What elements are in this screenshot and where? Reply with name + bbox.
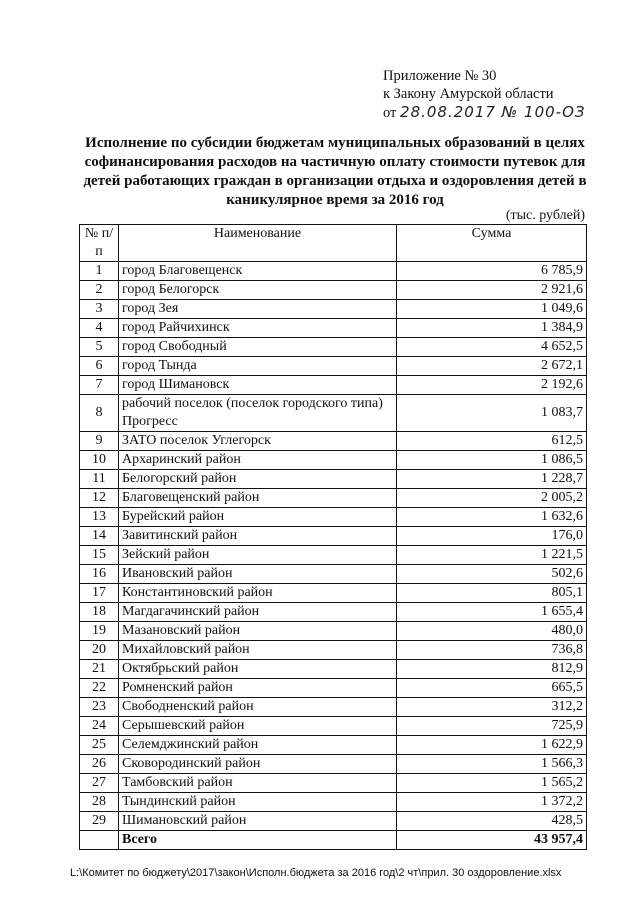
row-number: 4 — [80, 319, 119, 338]
table-body — [80, 262, 587, 831]
row-number: 10 — [80, 451, 119, 470]
table-row — [80, 395, 587, 432]
file-path-footer: L:\Комитет по бюджету\2017\закон\Исполн.бюджета за 2016 год\2 чт\прил. 30 оздоровление.xlsx — [70, 867, 562, 879]
row-sum: 1 655,4 — [397, 603, 587, 622]
row-sum: 4 652,5 — [397, 338, 587, 357]
row-name: Сковородинский район — [119, 755, 397, 774]
row-name: город Райчихинск — [119, 319, 397, 338]
document-title: Исполнение по субсидии бюджетам муниципальных образований в целях софинансирования расходов на частичную оплату стоимости путевок для детей работающих граждан в организации отдыха и оздоровления детей в каникулярное время за 2016 год — [83, 135, 587, 208]
appendix-header — [383, 67, 586, 122]
row-number: 12 — [80, 489, 119, 508]
row-number: 11 — [80, 470, 119, 489]
total-row — [80, 831, 587, 850]
row-name: Октябрьский район — [119, 660, 397, 679]
row-sum: 1 221,5 — [397, 546, 587, 565]
table-row — [80, 300, 587, 319]
row-number: 17 — [80, 584, 119, 603]
row-name: Зейский район — [119, 546, 397, 565]
row-sum: 1 228,7 — [397, 470, 587, 489]
law-reference: к Закону Амурской области — [383, 86, 554, 102]
row-sum: 2 672,1 — [397, 357, 587, 376]
row-number: 2 — [80, 281, 119, 300]
row-sum: 502,6 — [397, 565, 587, 584]
row-sum: 176,0 — [397, 527, 587, 546]
row-name: Константиновский район — [119, 584, 397, 603]
row-name: Свободненский район — [119, 698, 397, 717]
row-number: 8 — [80, 395, 119, 432]
row-sum: 812,9 — [397, 660, 587, 679]
row-number: 9 — [80, 432, 119, 451]
row-name: Ромненский район — [119, 679, 397, 698]
row-number: 26 — [80, 755, 119, 774]
table-row — [80, 489, 587, 508]
table-row — [80, 698, 587, 717]
row-number: 25 — [80, 736, 119, 755]
table-row — [80, 736, 587, 755]
units-label: (тыс. рублей) — [505, 208, 585, 223]
row-name: Тамбовский район — [119, 774, 397, 793]
row-name: рабочий поселок (поселок городского типа) Прогресс — [119, 395, 397, 432]
row-number: 18 — [80, 603, 119, 622]
row-sum: 1 083,7 — [397, 395, 587, 432]
row-number: 15 — [80, 546, 119, 565]
row-number: 7 — [80, 376, 119, 395]
table-row — [80, 812, 587, 831]
row-number: 28 — [80, 793, 119, 812]
table-row — [80, 755, 587, 774]
row-number: 6 — [80, 357, 119, 376]
row-name: Магдагачинский район — [119, 603, 397, 622]
table-row — [80, 774, 587, 793]
table-row — [80, 603, 587, 622]
row-name: Серышевский район — [119, 717, 397, 736]
column-header-name: Наименование — [119, 225, 397, 262]
row-sum: 1 622,9 — [397, 736, 587, 755]
appendix-label: Приложение № 30 — [383, 68, 497, 84]
row-name: Завитинский район — [119, 527, 397, 546]
subsidy-table — [79, 224, 587, 850]
row-name: Тындинский район — [119, 793, 397, 812]
table-row — [80, 679, 587, 698]
row-name: Ивановский район — [119, 565, 397, 584]
law-date-line — [383, 103, 586, 122]
row-name: город Белогорск — [119, 281, 397, 300]
total-sum: 43 957,4 — [397, 831, 587, 850]
row-sum: 1 565,2 — [397, 774, 587, 793]
row-number: 20 — [80, 641, 119, 660]
table-row — [80, 717, 587, 736]
row-name: город Шимановск — [119, 376, 397, 395]
row-name: город Тында — [119, 357, 397, 376]
table-row — [80, 508, 587, 527]
row-name: город Благовещенск — [119, 262, 397, 281]
row-sum: 805,1 — [397, 584, 587, 603]
row-name: Селемджинский район — [119, 736, 397, 755]
row-sum: 665,5 — [397, 679, 587, 698]
row-name: Благовещенский район — [119, 489, 397, 508]
table-row — [80, 641, 587, 660]
row-sum: 428,5 — [397, 812, 587, 831]
row-sum: 725,9 — [397, 717, 587, 736]
row-sum: 1 372,2 — [397, 793, 587, 812]
row-sum: 480,0 — [397, 622, 587, 641]
row-name: город Свободный — [119, 338, 397, 357]
date-prefix: от — [383, 105, 397, 121]
table-row — [80, 793, 587, 812]
row-number: 22 — [80, 679, 119, 698]
row-number: 19 — [80, 622, 119, 641]
row-name: город Зея — [119, 300, 397, 319]
row-sum: 312,2 — [397, 698, 587, 717]
row-name: Бурейский район — [119, 508, 397, 527]
table-row — [80, 565, 587, 584]
handwritten-date: 28.08.2017 № 100-ОЗ — [400, 103, 586, 121]
total-number-cell — [80, 831, 119, 850]
row-number: 29 — [80, 812, 119, 831]
row-name: ЗАТО поселок Углегорск — [119, 432, 397, 451]
table-row — [80, 338, 587, 357]
total-label: Всего — [119, 831, 397, 850]
row-sum: 736,8 — [397, 641, 587, 660]
row-number: 23 — [80, 698, 119, 717]
table-row — [80, 319, 587, 338]
row-number: 24 — [80, 717, 119, 736]
row-name: Шимановский район — [119, 812, 397, 831]
table-row — [80, 584, 587, 603]
row-sum: 2 005,2 — [397, 489, 587, 508]
row-number: 14 — [80, 527, 119, 546]
row-number: 5 — [80, 338, 119, 357]
table-row — [80, 527, 587, 546]
row-name: Белогорский район — [119, 470, 397, 489]
row-sum: 1 086,5 — [397, 451, 587, 470]
table-row — [80, 546, 587, 565]
row-sum: 1 384,9 — [397, 319, 587, 338]
table-row — [80, 622, 587, 641]
column-header-number: № п/п — [80, 225, 119, 262]
column-header-sum: Сумма — [397, 225, 587, 262]
table-row — [80, 376, 587, 395]
row-sum: 1 049,6 — [397, 300, 587, 319]
row-number: 21 — [80, 660, 119, 679]
table-row — [80, 451, 587, 470]
row-name: Мазановский район — [119, 622, 397, 641]
row-sum: 1 566,3 — [397, 755, 587, 774]
row-number: 3 — [80, 300, 119, 319]
row-number: 1 — [80, 262, 119, 281]
row-sum: 612,5 — [397, 432, 587, 451]
row-number: 27 — [80, 774, 119, 793]
table-row — [80, 432, 587, 451]
table-row — [80, 281, 587, 300]
table-row — [80, 357, 587, 376]
row-name: Михайловский район — [119, 641, 397, 660]
row-sum: 2 192,6 — [397, 376, 587, 395]
table-row — [80, 660, 587, 679]
row-number: 13 — [80, 508, 119, 527]
row-sum: 1 632,6 — [397, 508, 587, 527]
table-row — [80, 262, 587, 281]
row-name: Архаринский район — [119, 451, 397, 470]
table-row — [80, 470, 587, 489]
row-sum: 6 785,9 — [397, 262, 587, 281]
table-header-row — [80, 225, 587, 262]
row-sum: 2 921,6 — [397, 281, 587, 300]
row-number: 16 — [80, 565, 119, 584]
